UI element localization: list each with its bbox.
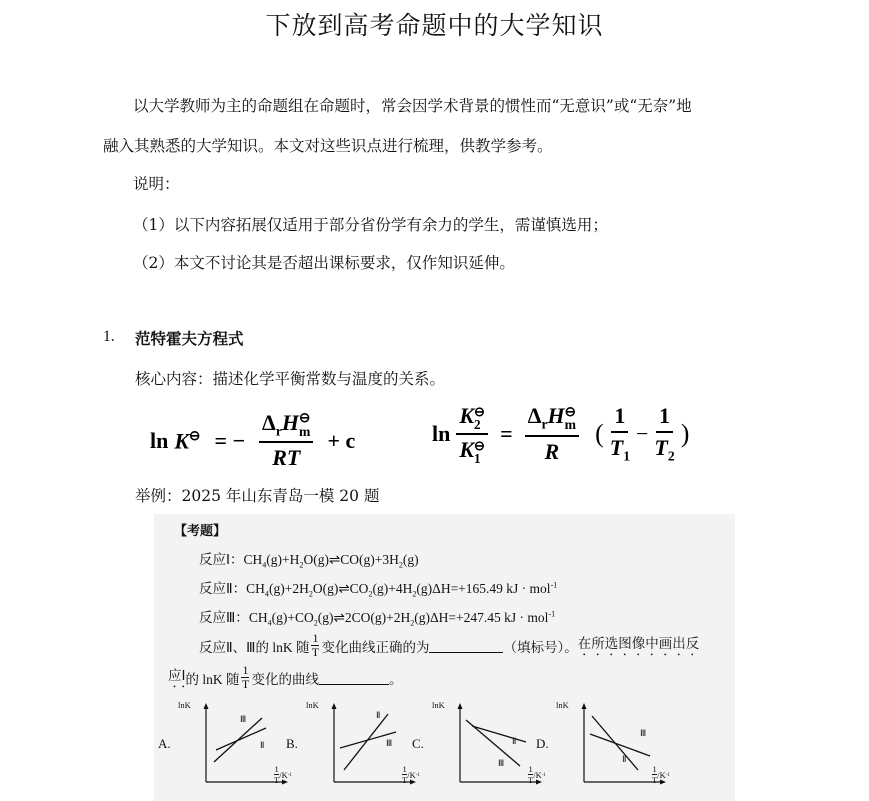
eq1-m: m (299, 423, 311, 439)
eq1-H: H (281, 410, 300, 435)
eq2-denominator: R (544, 438, 560, 464)
y-axis-arrow-icon (458, 703, 463, 709)
question-frac-1 (311, 632, 319, 659)
eq2-T2-sub: 2 (667, 448, 675, 464)
y-axis-label: lnK (306, 700, 319, 710)
reaction-3-unit-exp: -1 (548, 609, 556, 619)
x-axis-frac-num: 1 (402, 764, 407, 774)
question-text-7: 变化的曲线 (251, 671, 319, 687)
exam-header: 【考题】 (174, 523, 227, 538)
line-label-lower: Ⅱ (622, 754, 627, 764)
option-letter-4: D. (536, 736, 549, 751)
eq1-K: K (174, 427, 190, 453)
note-heading: 说明： (133, 175, 180, 193)
eq2-K2-std: ⊖ (474, 403, 486, 419)
x-axis-frac-num: 1 (528, 764, 533, 774)
eq2-K1-sub: 1 (474, 451, 481, 467)
question-line-2 (168, 664, 402, 691)
reaction-3: 反应Ⅲ：$CH_4(g)+CO_2(g)\rightleftharpoons 2CO(g)+2H_2(g)\Delta H=+247.45$ kJ · mol$^{-1}$ (199, 609, 556, 628)
reaction-1: 反应Ⅰ：$CH_4(g)+H_2O(g)\rightleftharpoons CO(g)+3H_2(g)$ (199, 552, 419, 570)
line-label-upper: Ⅱ (512, 736, 517, 746)
eq2-one-b: 1 (656, 403, 673, 433)
y-axis-arrow-icon (332, 703, 337, 709)
eq2-T2: T (654, 435, 668, 461)
x-axis-unit-exp: -1 (415, 771, 420, 778)
x-axis-frac-num: 1 (274, 764, 279, 774)
intro-line-1: 以大学教师为主的命题组在命题时，常会因学术背景的惯性而“无意识”或“无奈”地 (133, 97, 692, 115)
x-axis-label (652, 764, 670, 785)
eq2-K2: K (459, 403, 475, 428)
eq2-r: r (541, 416, 548, 432)
eq1-fraction (259, 410, 313, 471)
example-source: 举例：2025 年山东青岛一模 20 题 (135, 487, 380, 505)
x-axis-frac-den: T (402, 775, 408, 785)
x-axis-unit-exp: -1 (541, 771, 546, 778)
reaction-2-label: 反应Ⅱ： (199, 581, 247, 596)
note-item-2: （2）本文不讨论其是否超出课标要求，仅作知识延伸。 (133, 254, 515, 272)
question-text-6: 的 lnK 随 (185, 671, 240, 687)
y-axis-label: lnK (178, 700, 191, 710)
vant-hoff-equation-1 (150, 410, 355, 471)
x-axis-frac-num: 1 (652, 764, 657, 774)
eq2-left-paren: ( (595, 419, 604, 449)
reaction-2-enthalpy: ΔH=+165.49 kJ · mol (432, 581, 551, 596)
eq1-r: r (275, 423, 282, 439)
page-title: 下放到高考命题中的大学知识 (265, 11, 604, 40)
eq2-num-std: ⊖ (564, 403, 577, 419)
eq2-inv-T1 (610, 403, 630, 464)
eq2-K1-std: ⊖ (474, 437, 486, 453)
x-axis-unit-exp: -1 (287, 771, 292, 778)
eq2-one-a: 1 (611, 403, 628, 433)
x-axis-frac-den: T (652, 775, 658, 785)
frac-1-num: 1 (312, 631, 319, 645)
x-axis-frac-den: T (274, 775, 280, 785)
eq2-H: H (547, 403, 565, 429)
eq2-T1-sub: 1 (623, 448, 630, 464)
line-label-lower: Ⅲ (498, 758, 505, 768)
x-axis-unit: /K (533, 769, 542, 780)
curve-line-a (344, 714, 388, 770)
eq2-k-ratio (456, 403, 488, 465)
x-axis-unit-exp: -1 (665, 771, 670, 778)
question-line-1 (199, 632, 699, 659)
reaction-2: 反应Ⅱ：$CH_4(g)+2H_2O(g)\rightleftharpoons CO_2(g)+4H_2(g)\Delta H=+165.49$ kJ · mol$^{-1}$ (199, 580, 558, 599)
line-label-upper: Ⅱ (376, 710, 381, 720)
reaction-3-label: 反应Ⅲ： (199, 610, 249, 625)
x-axis-label (528, 764, 546, 785)
y-axis-arrow-icon (582, 703, 587, 709)
line-label-upper: Ⅲ (240, 714, 247, 724)
question-text-3: （填标号）。 (503, 639, 578, 655)
eq2-minus: − (636, 421, 649, 447)
frac-2-den: T (241, 677, 250, 691)
eq1-num-std: ⊖ (299, 410, 311, 426)
eq1-delta: Δ (262, 410, 276, 435)
eq2-K2-sub: 2 (474, 416, 481, 432)
option-letter-3: C. (412, 736, 424, 751)
eq2-T1: T (609, 435, 624, 461)
eq1-std: ⊖ (189, 427, 201, 443)
section-title: 范特霍夫方程式 (135, 329, 244, 348)
question-text-1: 反应Ⅱ、Ⅲ的 lnK 随 (199, 639, 310, 655)
eq1-constant: + c (327, 427, 356, 453)
question-text-4: 在所选图像中画出反 (577, 636, 700, 651)
y-axis-label: lnK (556, 700, 569, 710)
section-number: 1. (103, 328, 115, 345)
question-frac-2 (241, 664, 249, 691)
line-label-upper: Ⅲ (640, 728, 647, 738)
y-axis-arrow-icon (204, 703, 209, 709)
core-content: 核心内容：描述化学平衡常数与温度的关系。 (135, 370, 446, 388)
y-axis-label: lnK (432, 700, 445, 710)
eq2-K1: K (459, 437, 475, 463)
question-text-8: 。 (388, 671, 403, 687)
x-axis-label (402, 764, 420, 785)
question-text-5: 应Ⅰ (168, 668, 186, 683)
reaction-2-unit-exp: -1 (550, 580, 558, 590)
eq2-m: m (564, 417, 576, 433)
eq2-enthalpy-fraction (525, 403, 579, 464)
x-axis-unit: /K (279, 769, 288, 780)
eq2-ln: ln (432, 421, 451, 447)
answer-blank-1[interactable] (429, 638, 503, 653)
eq2-inv-T2 (654, 403, 674, 464)
option-letter-2: B. (286, 736, 298, 751)
x-axis-unit: /K (657, 769, 666, 780)
eq2-right-paren: ) (680, 419, 690, 449)
question-text-2: 变化曲线正确的为 (321, 639, 430, 655)
exam-question-image (154, 514, 735, 801)
reaction-1-label: 反应Ⅰ： (199, 552, 244, 567)
curve-line-b (216, 728, 266, 750)
x-axis-label (274, 764, 292, 785)
x-axis-unit: /K (407, 769, 416, 780)
frac-2-num: 1 (242, 663, 249, 677)
reaction-3-enthalpy: ΔH=+247.45 kJ · mol (430, 610, 549, 625)
eq1-ln: ln (150, 427, 169, 453)
eq1-equals-minus: = − (214, 427, 246, 453)
intro-line-2: 融入其熟悉的大学知识。本文对这些识点进行梳理，供教学参考。 (103, 137, 553, 155)
line-label-lower: Ⅱ (260, 740, 265, 750)
x-axis-frac-den: T (528, 775, 534, 785)
frac-1-den: T (311, 645, 320, 659)
eq1-denominator: RT (272, 445, 301, 471)
note-item-1: （1）以下内容拓展仅适用于部分省份学有余力的学生，需谨慎选用； (133, 216, 608, 234)
eq2-delta: Δ (527, 403, 542, 429)
eq2-equals: = (500, 421, 513, 447)
answer-blank-2[interactable] (319, 670, 389, 685)
option-letter-1: A. (158, 736, 171, 751)
curve-line-b (472, 726, 526, 742)
line-label-lower: Ⅲ (386, 738, 393, 748)
vant-hoff-equation-2 (432, 403, 689, 465)
